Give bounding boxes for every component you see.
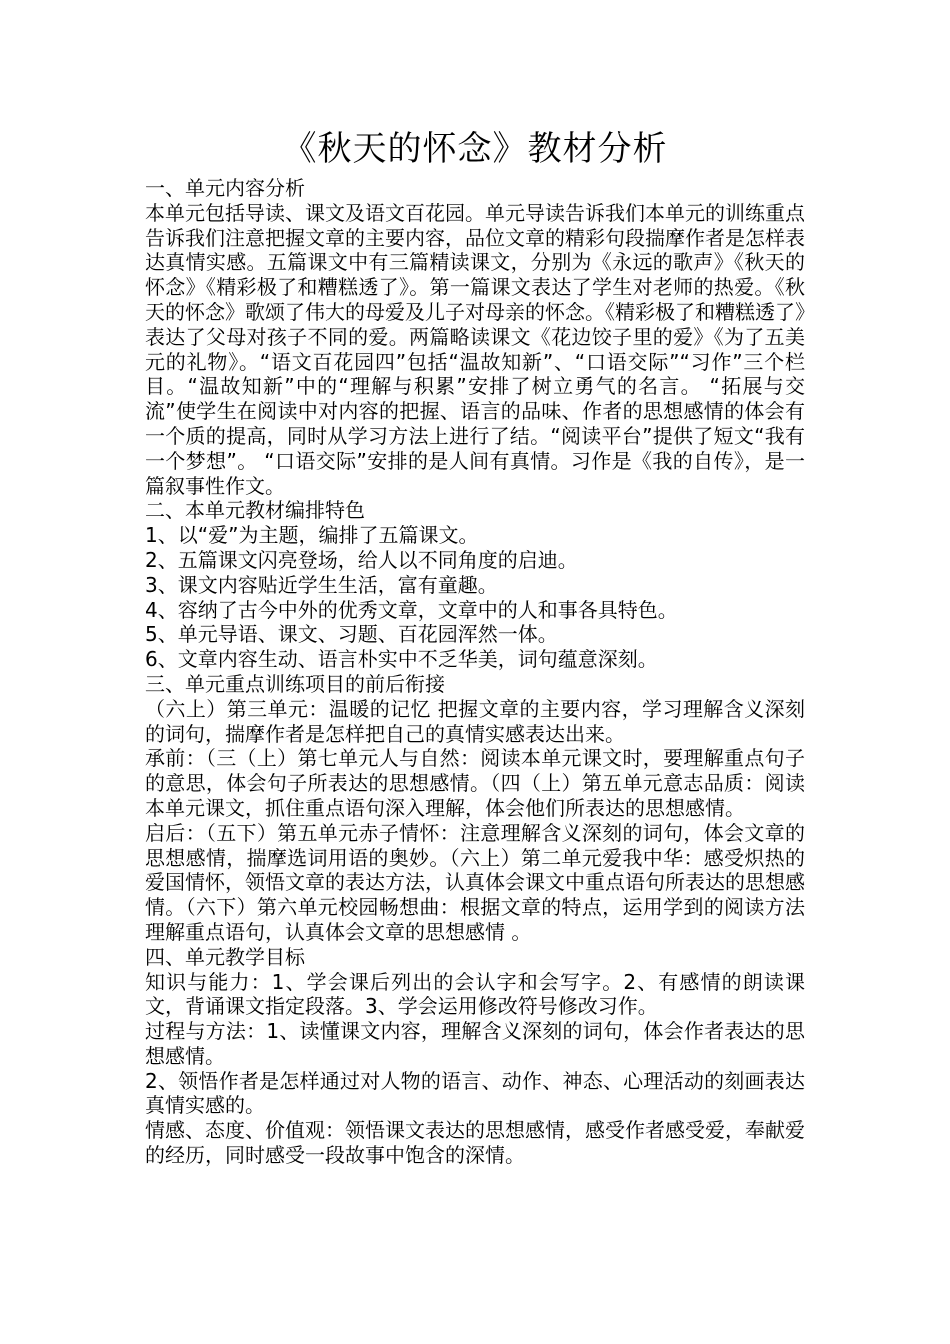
section-training-connection bbox=[145, 672, 805, 945]
section-heading: 二、本单元教材编排特色 bbox=[145, 498, 365, 523]
body-paragraph: 承前：（三（上）第七单元人与自然：阅读本单元课文时，要理解重点句子的意思，体会句子所表达的思想感情。（四（上）第五单元意志品质：阅读本单元课文，抓住重点语句深入理解，体会他们所表达的思想感情。 bbox=[145, 746, 805, 820]
section-unit-content-analysis bbox=[145, 176, 805, 498]
list-item: 4、容纳了古今中外的优秀文章，文章中的人和事各具特色。 bbox=[145, 597, 678, 622]
document-title: 《秋天的怀念》教材分析 bbox=[282, 129, 668, 169]
body-paragraph: 启后：（五下）第五单元赤子情怀：注意理解含义深刻的词句，体会文章的思想感情，揣摩选词用语的奥妙。（六上）第二单元爱我中华：感受炽热的爱国情怀，领悟文章的表达方法，认真体会课文中重点语句所表达的思想感情。（六下）第六单元校园畅想曲：根据文章的特点，运用学到的阅读方法理解重点语句，认真体会文章的思想感情 。 bbox=[145, 820, 805, 944]
section-arrangement-features bbox=[145, 498, 805, 672]
section-heading: 四、单元教学目标 bbox=[145, 944, 305, 969]
section-heading: 三、单元重点训练项目的前后衔接 bbox=[145, 671, 445, 696]
body-paragraph: （六上）第三单元：温暖的记忆 把握文章的主要内容，学习理解含义深刻的词句，揣摩作者是怎样把自己的真情实感表达出来。 bbox=[145, 696, 805, 746]
section-heading: 一、单元内容分析 bbox=[145, 176, 305, 200]
body-paragraph: 本单元包括导读、课文及语文百花园。单元导读告诉我们本单元的训练重点告诉我们注意把握文章的主要内容，品位文章的精彩句段揣摩作者是怎样表达真情实感。五篇课文中有三篇精读课文，分别为《永远的歌声》《秋天的怀念》《精彩极了和糟糕透了》。第一篇课文表达了学生对老师的热爱。《秋天的怀念》歌颂了伟大的母爱及儿子对母亲的怀念。《精彩极了和糟糕透了》表达了父母对孩子不同的爱。两篇略读课文《花边饺子里的爱》《为了五美元的礼物》。“语文百花园四”包括“温故知新”、“口语交际”“习作”三个栏目。“温故知新”中的“理解与积累”安排了树立勇气的名言。 “拓展与交流”使学生在阅读中对内容的把握、语言的品味、作者的思想感情的体会有一个质的提高，同时从学习方法上进行了结。“阅读平台”提供了短文“我有一个梦想”。 “口语交际”安排的是人间有真情。习作是《我的自传》，是一篇叙事性作文。 bbox=[145, 200, 805, 498]
list-item: 6、文章内容生动、语言朴实中不乏华美，词句蕴意深刻。 bbox=[145, 647, 658, 672]
list-item: 2、五篇课文闪亮登场，给人以不同角度的启迪。 bbox=[145, 547, 578, 572]
list-item: 3、课文内容贴近学生生活，富有童趣。 bbox=[145, 572, 498, 597]
body-paragraph: 知识与能力：1、学会课后列出的会认字和会写字。2、有感情的朗读课文，背诵课文指定段落。3、学会运用修改符号修改习作。 bbox=[145, 969, 805, 1019]
list-item: 1、以“爱”为主题，编排了五篇课文。 bbox=[145, 523, 479, 548]
document-body bbox=[145, 176, 805, 1168]
body-paragraph: 过程与方法：1、读懂课文内容，理解含义深刻的词句，体会作者表达的思想感情。 bbox=[145, 1019, 805, 1068]
section-teaching-goals bbox=[145, 945, 805, 1168]
body-paragraph: 情感、态度、价值观：领悟课文表达的思想感情，感受作者感受爱，奉献爱的经历，同时感受一段故事中饱含的深情。 bbox=[145, 1118, 805, 1168]
list-item: 5、单元导语、课文、习题、百花园浑然一体。 bbox=[145, 622, 558, 647]
body-paragraph: 2、领悟作者是怎样通过对人物的语言、动作、神态、心理活动的刻画表达真情实感的。 bbox=[145, 1068, 805, 1118]
